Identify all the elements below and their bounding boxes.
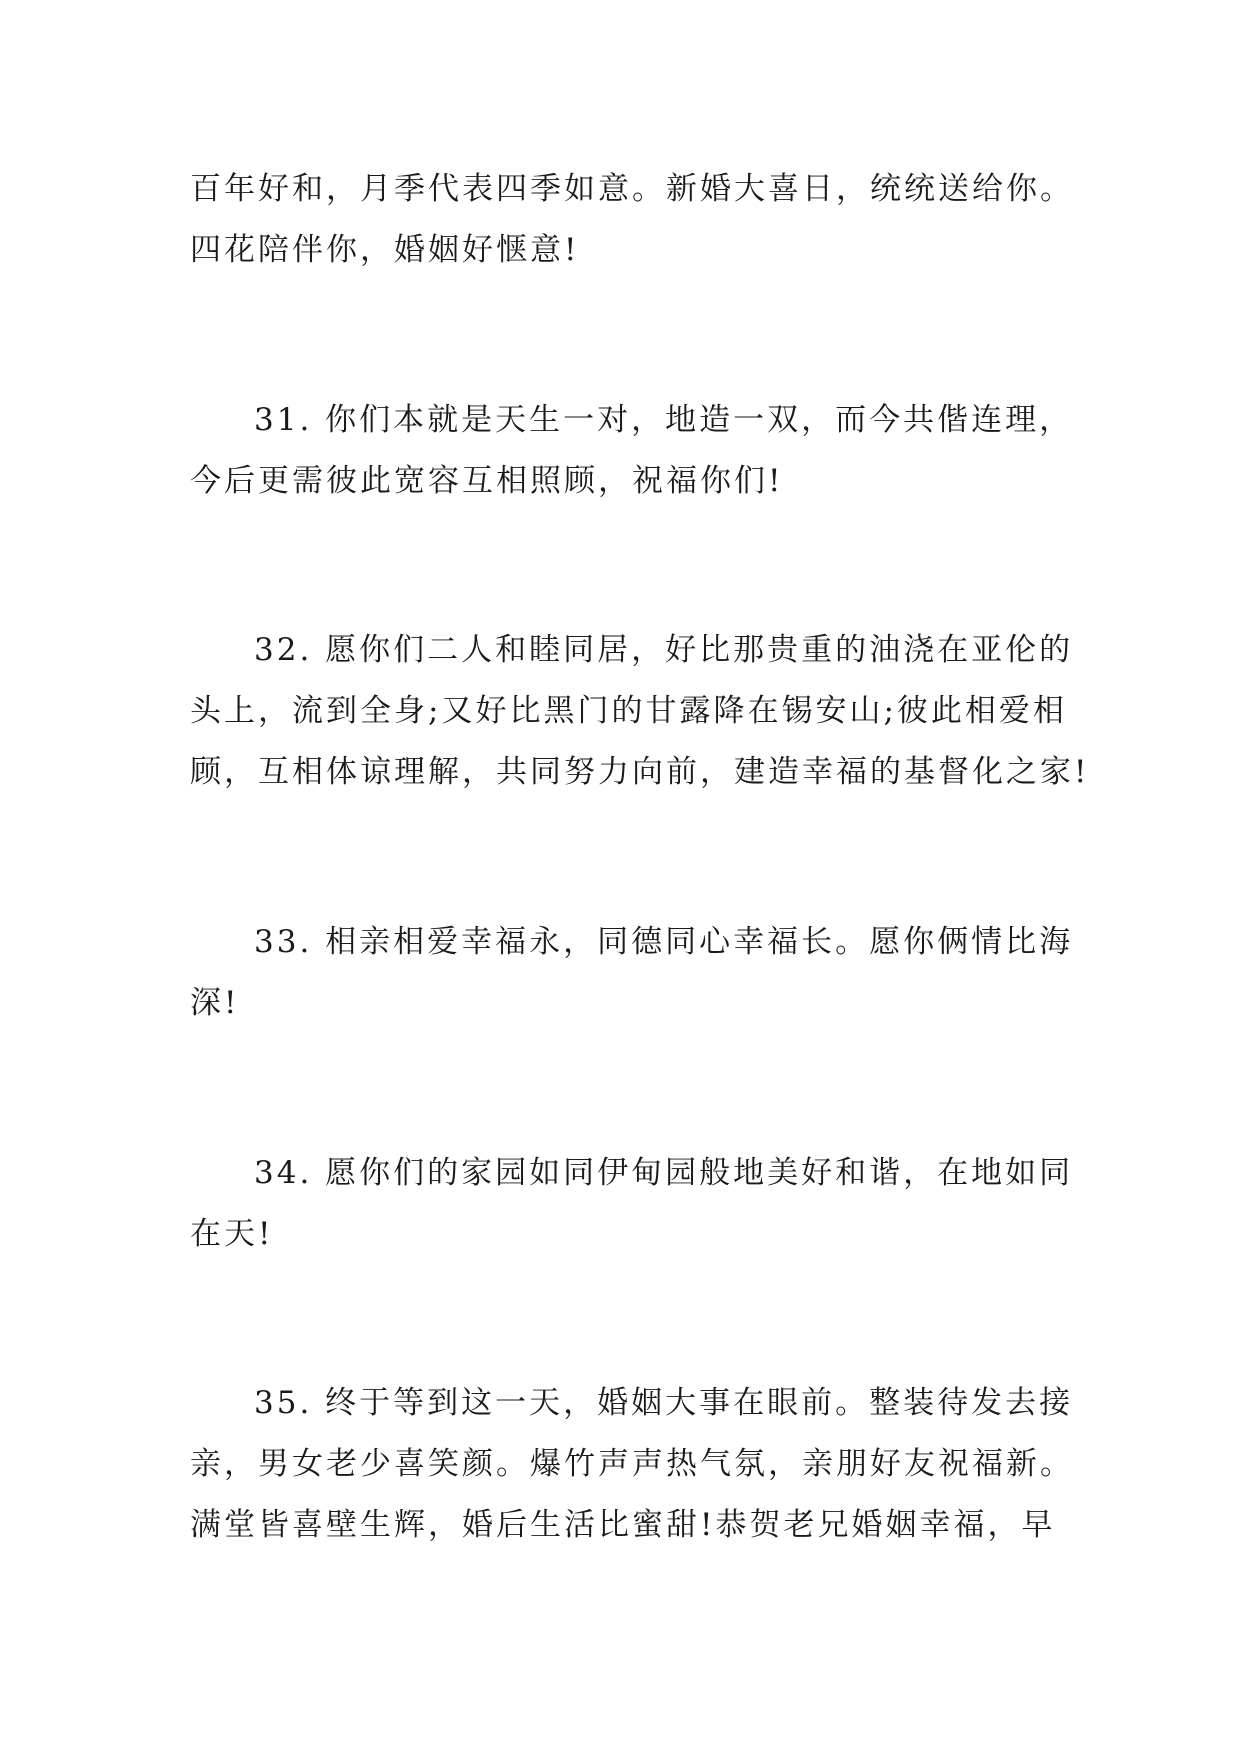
paragraph-item-31	[190, 390, 1074, 512]
text-line: 四花陪伴你，婚姻好惬意!	[190, 232, 580, 268]
text-line: 34. 愿你们的家园如同伊甸园般地美好和谐，在地如同	[254, 1155, 1074, 1191]
paragraph-item-34	[190, 1143, 1074, 1265]
text-line: 深!	[190, 985, 240, 1021]
text-line: 今后更需彼此宽容互相照顾，祝福你们!	[190, 463, 784, 499]
text-line: 31. 你们本就是天生一对，地造一双，而今共偕连理，	[254, 402, 1074, 438]
paragraph-item-35	[190, 1373, 1074, 1556]
text-line: 在天!	[190, 1216, 274, 1252]
paragraph-continuation	[190, 159, 1074, 281]
text-line: 32. 愿你们二人和睦同居，好比那贵重的油浇在亚伦的	[254, 632, 1074, 668]
text-line: 35. 终于等到这一天，婚姻大事在眼前。整装待发去接	[254, 1385, 1074, 1421]
text-line: 顾，互相体谅理解，共同努力向前，建造幸福的基督化之家!	[190, 754, 1090, 790]
text-line: 百年好和，月季代表四季如意。新婚大喜日，统统送给你。	[190, 171, 1074, 207]
text-line: 满堂皆喜壁生辉，婚后生活比蜜甜!恭贺老兄婚姻幸福，早	[190, 1507, 1056, 1543]
text-line: 33. 相亲相爱幸福永，同德同心幸福长。愿你俩情比海	[254, 924, 1074, 960]
text-line: 头上，流到全身;又好比黑门的甘露降在锡安山;彼此相爱相	[190, 693, 1067, 729]
paragraph-item-33	[190, 912, 1074, 1034]
text-line: 亲，男女老少喜笑颜。爆竹声声热气氛，亲朋好友祝福新。	[190, 1446, 1074, 1482]
paragraph-item-32	[190, 620, 1090, 803]
